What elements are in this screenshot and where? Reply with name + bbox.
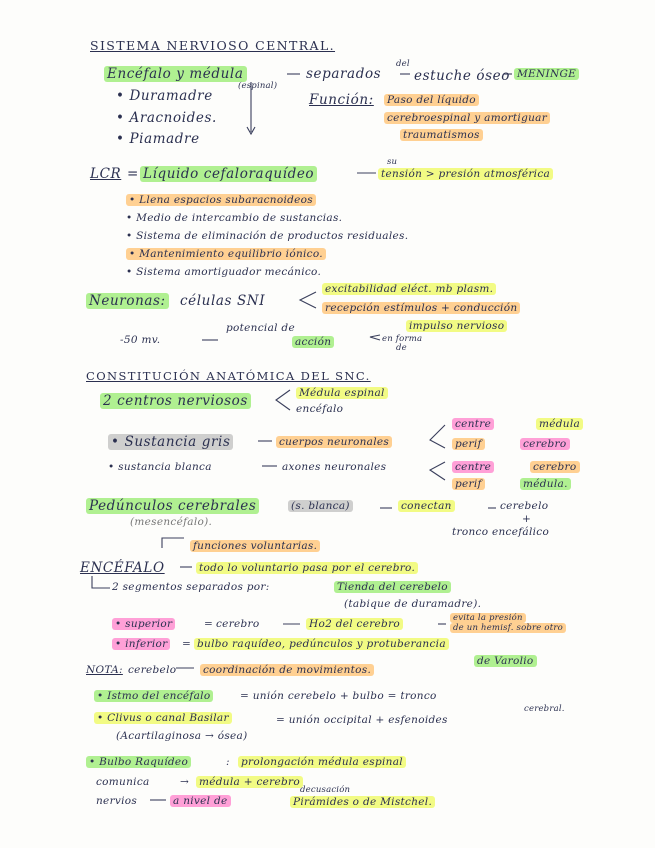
conectan-cerebelo: cerebelo bbox=[500, 500, 549, 512]
tabique-text: (tabique de duramadre). bbox=[344, 598, 482, 610]
ho2-text: Ho2 del cerebro bbox=[306, 618, 403, 630]
espinal-note: (espinal) bbox=[238, 81, 278, 91]
meninges-text: MENINGE bbox=[514, 68, 579, 80]
cuerpos-text: cuerpos neuronales bbox=[276, 436, 392, 448]
arrow-icon bbox=[92, 576, 110, 588]
clivus-text: • Clivus o canal Basilar bbox=[94, 712, 232, 724]
medula-cerebro-text: médula + cerebro bbox=[196, 776, 303, 788]
brace-icon bbox=[300, 292, 316, 308]
brace-icon bbox=[430, 462, 445, 480]
gris-centre: centre bbox=[452, 418, 494, 430]
nervios-text: nervios bbox=[96, 795, 138, 807]
centros-text: 2 centros nerviosos bbox=[100, 393, 251, 409]
bulbo-raquideo-text: • Bulbo Raquídeo bbox=[86, 756, 191, 768]
nota-cerebelo: cerebelo bbox=[128, 664, 177, 676]
inferior-eq: = bbox=[182, 638, 192, 650]
funciones-text: funciones voluntarias. bbox=[190, 540, 320, 552]
nota-coordinacion: coordinación de movimientos. bbox=[200, 664, 374, 676]
brace-icon bbox=[276, 390, 290, 410]
lcr-item: • Llena espacios subaracnoideos bbox=[126, 194, 316, 206]
tienda-text: Tienda del cerebelo bbox=[334, 581, 451, 593]
funcion-line: cerebroespinal y amortiguar bbox=[384, 112, 550, 124]
centros-medula: Médula espinal bbox=[296, 387, 388, 399]
superior-cerebro: cerebro bbox=[216, 618, 260, 630]
brace-icon bbox=[430, 425, 445, 448]
s-blanca-note: (s. blanca) bbox=[288, 500, 353, 512]
tronco-text: tronco encefálico bbox=[452, 526, 550, 538]
plus-sign: + bbox=[522, 513, 532, 525]
neuronas-impulso: impulso nervioso bbox=[406, 320, 507, 332]
enforma-note: en forma bbox=[382, 334, 423, 344]
potencial-line: potencial de bbox=[226, 322, 295, 334]
comunica-text: comunica bbox=[96, 776, 150, 788]
gris-perif: perif bbox=[452, 438, 485, 450]
axones-text: axones neuronales bbox=[282, 461, 387, 473]
mesencefalo-note: (mesencéfalo). bbox=[130, 516, 213, 528]
blanca-perif: perif bbox=[452, 478, 485, 490]
istmo-cerebral: cerebral. bbox=[524, 704, 565, 714]
centros-encefalo: encéfalo bbox=[296, 403, 344, 415]
constitucion-title: CONSTITUCIÓN ANATÓMICA DEL SNC. bbox=[86, 369, 371, 383]
a-nivel-text: a nivel de bbox=[170, 795, 231, 807]
gris-centre-to: médula bbox=[536, 418, 583, 430]
evita-line: de un hemisf. sobre otro bbox=[450, 623, 566, 633]
inferior-text: • inferior bbox=[112, 638, 170, 650]
funcion-line: traumatismos bbox=[400, 129, 483, 141]
piramides-text: Pirámides o de Mistchel. bbox=[290, 796, 435, 808]
segmentos-text: 2 segmentos separados por: bbox=[112, 581, 270, 593]
varolio-text: de Varolio bbox=[474, 655, 537, 667]
blanca-perif-to: médula. bbox=[520, 478, 571, 490]
bulbo-text: bulbo raquídeo, pedúnculos y protuberancia bbox=[194, 638, 449, 650]
istmo-def: = unión cerebelo + bulbo = tronco bbox=[240, 690, 437, 702]
nota-label: NOTA: bbox=[86, 664, 123, 676]
membrane-item: • Aracnoides. bbox=[116, 110, 217, 126]
potencial-line: acción bbox=[292, 336, 334, 348]
funcion-label: Función: bbox=[309, 92, 374, 108]
encefalo-todo: todo lo voluntario pasa por el cerebro. bbox=[196, 562, 418, 574]
evita-line: evita la presión bbox=[450, 613, 526, 623]
clivus-def: = unión occipital + esfenoides bbox=[276, 714, 448, 726]
lcr-item: • Medio de intercambio de sustancias. bbox=[126, 212, 342, 224]
arrow-icon bbox=[370, 335, 380, 340]
enforma-note: de bbox=[396, 343, 407, 353]
arrow-icon bbox=[247, 127, 255, 134]
lcr-tension: tensión > presión atmosférica bbox=[378, 168, 553, 180]
cartilaginosa-text: (Acartilaginosa → ósea) bbox=[116, 730, 248, 742]
pedunculos-text: Pedúnculos cerebrales bbox=[86, 498, 259, 514]
lcr-item: • Mantenimiento equilibrio iónico. bbox=[126, 248, 326, 260]
encefalo-label: ENCÉFALO bbox=[80, 560, 165, 576]
separados-text: separados bbox=[306, 66, 382, 82]
membrane-item: • Piamadre bbox=[116, 131, 200, 147]
prolongacion-text: prolongación médula espinal bbox=[238, 756, 406, 768]
membrane-item: • Duramadre bbox=[116, 88, 213, 104]
arrow-icon bbox=[162, 538, 184, 548]
estuche-text: estuche óseo bbox=[414, 68, 510, 84]
blanca-centre: centre bbox=[452, 461, 494, 473]
blanca-centre-to: cerebro bbox=[530, 461, 580, 473]
conectan-text: conectan bbox=[398, 500, 455, 512]
gris-perif-to: cerebro bbox=[520, 438, 570, 450]
sustancia-gris: • Sustancia gris bbox=[108, 434, 233, 450]
comunica-arrow: → bbox=[180, 776, 190, 788]
su-note: su bbox=[387, 157, 398, 167]
sustancia-blanca: • sustancia blanca bbox=[108, 461, 212, 473]
neuronas-label: Neuronas: bbox=[86, 293, 169, 309]
page-title: SISTEMA NERVIOSO CENTRAL. bbox=[90, 38, 336, 53]
lcr-definition: Líquido cefaloraquídeo bbox=[140, 166, 317, 182]
istmo-text: • Istmo del encéfalo bbox=[94, 690, 213, 702]
lcr-label: LCR bbox=[90, 166, 122, 182]
superior-eq: = bbox=[204, 618, 214, 630]
lcr-eq: = bbox=[127, 166, 139, 182]
bulbo-eq: : bbox=[226, 756, 230, 768]
funcion-line: Paso del líquido bbox=[384, 94, 479, 106]
del-note: del bbox=[396, 59, 410, 69]
neuronas-exc: excitabilidad eléct. mb plasm. bbox=[322, 283, 496, 295]
decusacion-note: decusación bbox=[300, 785, 351, 795]
neuronas-cells: células SNI bbox=[180, 293, 266, 309]
neuronas-mv: -50 mv. bbox=[120, 334, 161, 346]
superior-text: • superior bbox=[112, 618, 175, 630]
neuronas-recep: recepción estímulos + conducción bbox=[322, 302, 520, 314]
lcr-item: • Sistema amortiguador mecánico. bbox=[126, 266, 321, 278]
encefalo-medula: Encéfalo y médula bbox=[104, 66, 247, 82]
lcr-item: • Sistema de eliminación de productos residuales. bbox=[126, 230, 408, 242]
